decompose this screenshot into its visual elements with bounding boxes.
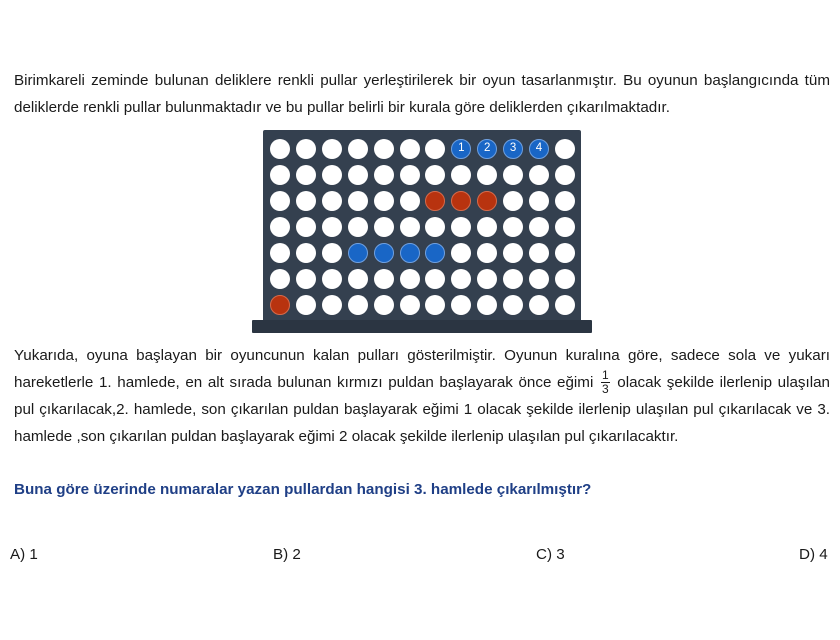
empty-hole [322,139,342,159]
empty-hole [400,217,420,237]
empty-hole [451,243,471,263]
empty-hole [503,191,523,211]
peg-red [425,191,445,211]
empty-hole [503,295,523,315]
empty-hole [270,191,290,211]
empty-hole [322,269,342,289]
empty-hole [529,217,549,237]
empty-hole [348,217,368,237]
empty-hole [529,191,549,211]
peg-blue-3: 3 [503,139,523,159]
peg-blue-1: 1 [451,139,471,159]
empty-hole [374,269,394,289]
empty-hole [270,165,290,185]
empty-hole [400,191,420,211]
option-a[interactable]: A) 1 [10,546,38,563]
empty-hole [270,243,290,263]
empty-hole [503,243,523,263]
fraction-denominator: 3 [601,382,609,397]
peg-red [270,295,290,315]
empty-hole [296,139,316,159]
empty-hole [555,295,575,315]
empty-hole [451,295,471,315]
empty-hole [374,139,394,159]
empty-hole [322,217,342,237]
intro-paragraph: Birimkareli zeminde bulunan deliklere renkli pullar yerleştirilerek bir oyun tasarlanmıştır. Bu oyunun başlangıcında tüm deliklerde renkli pullar bulunmaktadır ve bu pullar belirli bir kurala göre deliklerden çıkarılmaktadır. [14,72,830,116]
empty-hole [503,165,523,185]
empty-hole [425,139,445,159]
empty-hole [451,217,471,237]
empty-hole [477,295,497,315]
empty-hole [529,243,549,263]
slope-fraction [601,369,610,396]
empty-hole [529,165,549,185]
peg-blue [348,243,368,263]
empty-hole [477,217,497,237]
empty-hole [425,269,445,289]
empty-hole [322,295,342,315]
empty-hole [348,269,368,289]
option-b[interactable]: B) 2 [273,546,301,563]
empty-hole [374,217,394,237]
empty-hole [400,269,420,289]
peg-board [263,130,581,322]
rules-text-part-2: olacak şekilde ilerlenip ulaşılan pul çıkarılacak,2. hamlede, son çıkarılan puldan başlayarak eğimi 1 olacak şekilde ilerlenip ulaşılan pul çıkarılacak ve 3. hamlede ,son çıkarılan puldan başlayarak eğimi 2 olacak şekilde ilerlenip ulaşılan pul çıkarılacaktır. [14,374,830,446]
empty-hole [374,295,394,315]
empty-hole [374,191,394,211]
empty-hole [425,295,445,315]
peg-blue [425,243,445,263]
empty-hole [348,139,368,159]
empty-hole [503,269,523,289]
empty-hole [296,165,316,185]
empty-hole [555,269,575,289]
peg-blue [400,243,420,263]
empty-hole [270,217,290,237]
empty-hole [555,139,575,159]
empty-hole [348,165,368,185]
empty-hole [555,217,575,237]
empty-hole [322,191,342,211]
empty-hole [503,217,523,237]
question-text: Buna göre üzerinde numaralar yazan pullardan hangisi 3. hamlede çıkarılmıştır? [14,481,592,498]
empty-hole [529,295,549,315]
empty-hole [400,295,420,315]
empty-hole [270,269,290,289]
empty-hole [296,217,316,237]
empty-hole [555,165,575,185]
empty-hole [322,165,342,185]
empty-hole [425,165,445,185]
peg-red [451,191,471,211]
empty-hole [425,217,445,237]
empty-hole [477,243,497,263]
peg-blue [374,243,394,263]
empty-hole [529,269,549,289]
peg-blue-2: 2 [477,139,497,159]
empty-hole [296,269,316,289]
empty-hole [400,165,420,185]
empty-hole [270,139,290,159]
empty-hole [296,295,316,315]
empty-hole [555,191,575,211]
rules-paragraph [14,342,830,450]
fraction-numerator: 1 [601,368,609,383]
empty-hole [348,295,368,315]
empty-hole [348,191,368,211]
empty-hole [477,269,497,289]
empty-hole [451,269,471,289]
option-d[interactable]: D) 4 [799,546,828,563]
rules-text-part-1: Yukarıda, oyuna başlayan bir oyuncunun kalan pulları gösterilmiştir. Oyunun kuralına göre, sadece sola ve yukarı hareketlerle 1. hamlede, en alt sırada bulunan kırmızı puldan başlayarak önce eğimi [14,347,830,391]
peg-red [477,191,497,211]
empty-hole [296,191,316,211]
empty-hole [374,165,394,185]
empty-hole [322,243,342,263]
empty-hole [451,165,471,185]
empty-hole [555,243,575,263]
empty-hole [296,243,316,263]
peg-blue-4: 4 [529,139,549,159]
empty-hole [477,165,497,185]
empty-hole [400,139,420,159]
option-c[interactable]: C) 3 [536,546,565,563]
peg-board-base [252,320,592,333]
